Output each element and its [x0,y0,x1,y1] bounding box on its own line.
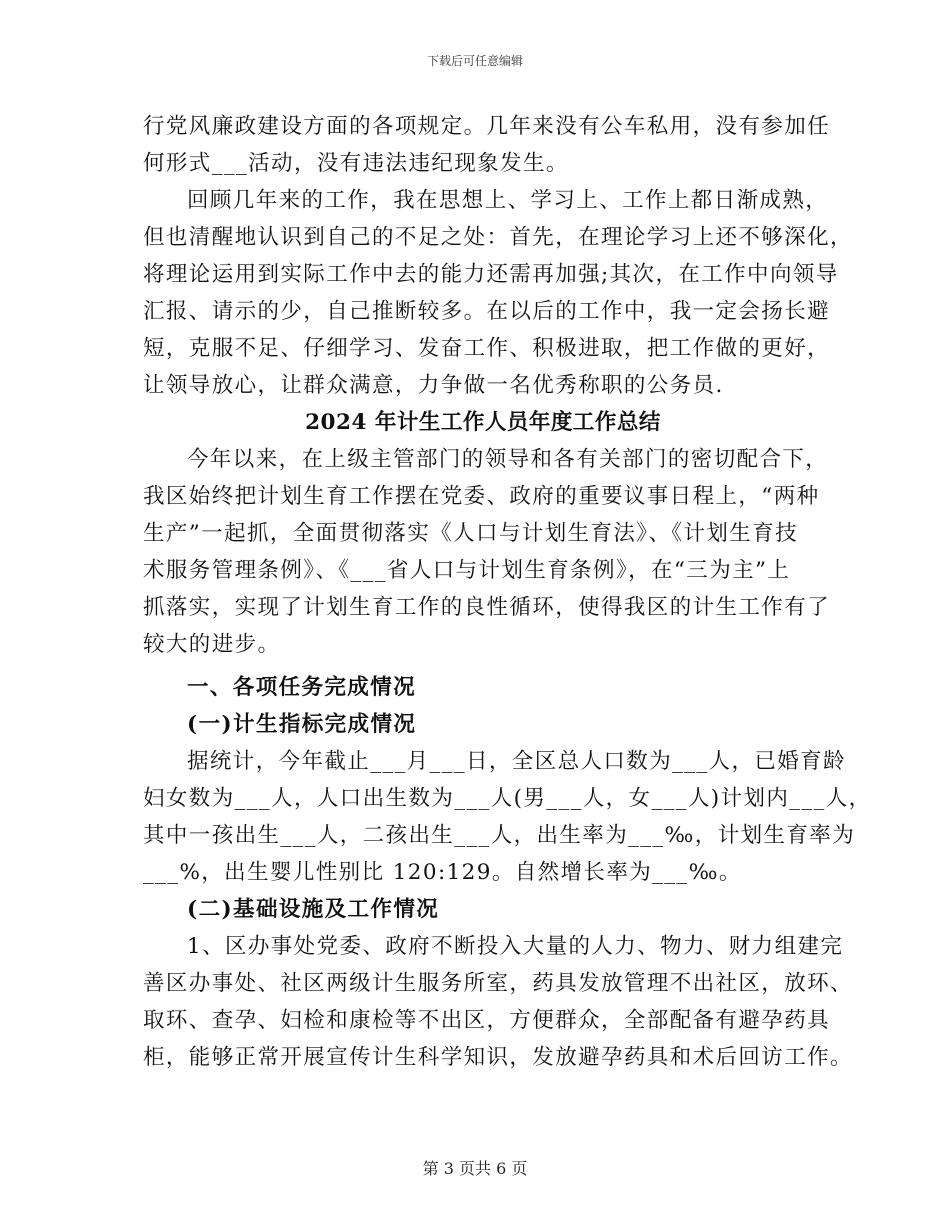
page-footer: 第 3 页共 6 页 [422,1159,528,1178]
document-body [143,108,872,1076]
text-line: 汇报、请示的少，自己推断较多。在以后的工作中，我一定会扬长避 [143,299,831,324]
text-line: 术服务管理条例》、《___省人口与计划生育条例》，在“三为主”上 [143,558,791,583]
paragraph-start: 回顾几年来的工作，我在思想上、学习上、工作上都日渐成熟， [187,188,829,213]
text-line: 善区办事处、社区两级计生服务所室，药具发放管理不出社区，放环、 [143,971,853,996]
text-line: 何形式___活动，没有违法违纪现象发生。 [143,151,569,176]
text-line: 其中一孩出生___人，二孩出生___人，出生率为___‰，计划生育率为 [143,823,856,848]
paragraph-start: 据统计，今年截止___月___日，全区总人口数为___人，已婚育龄 [187,749,846,774]
text-line: 柜，能够正常开展宣传计生科学知识，发放避孕药具和术后回访工作。 [143,1045,853,1070]
text-line: 抓落实，实现了计划生育工作的良性循环，使得我区的计生工作有了 [143,595,831,620]
paragraph-start: 1、区办事处党委、政府不断投入大量的人力、物力、财力组建完 [187,934,844,959]
text-line: 我区始终把计划生育工作摆在党委、政府的重要议事日程上，“两种 [143,484,820,509]
page-header: 下载后可任意编辑 [426,54,523,68]
section-title: 2024 年计生工作人员年度工作总结 [305,410,661,435]
heading-level-2: (二)基础设施及工作情况 [187,897,440,922]
text-line: 短，克服不足、仔细学习、发奋工作、积极进取，把工作做的更好， [143,336,831,361]
paragraph-start: 今年以来，在上级主管部门的领导和各有关部门的密切配合下， [187,447,829,472]
text-line: 妇女数为___人，人口出生数为___人(男___人，女___人)计划内___人， [143,786,872,811]
text-line: 取环、查孕、妇检和康检等不出区，方便群众，全部配备有避孕药具 [143,1008,831,1033]
text-line: 将理论运用到实际工作中去的能力还需再加强;其次，在工作中向领导 [143,262,839,287]
text-line: 但也清醒地认识到自己的不足之处：首先，在理论学习上还不够深化， [143,225,853,250]
text-line: 行党风廉政建设方面的各项规定。几年来没有公车私用，没有参加任 [143,114,831,139]
text-line: 让领导放心，让群众满意，力争做一名优秀称职的公务员. [143,373,724,398]
heading-level-2: (一)计生指标完成情况 [187,712,417,737]
heading-level-1: 一、各项任务完成情况 [187,675,417,700]
text-line: ___%，出生婴儿性别比 120:129。自然增长率为___‰。 [143,860,742,885]
text-line: 较大的进步。 [143,632,281,657]
text-line: 生产”一起抓，全面贯彻落实《人口与计划生育法》、《计划生育技 [143,521,798,546]
